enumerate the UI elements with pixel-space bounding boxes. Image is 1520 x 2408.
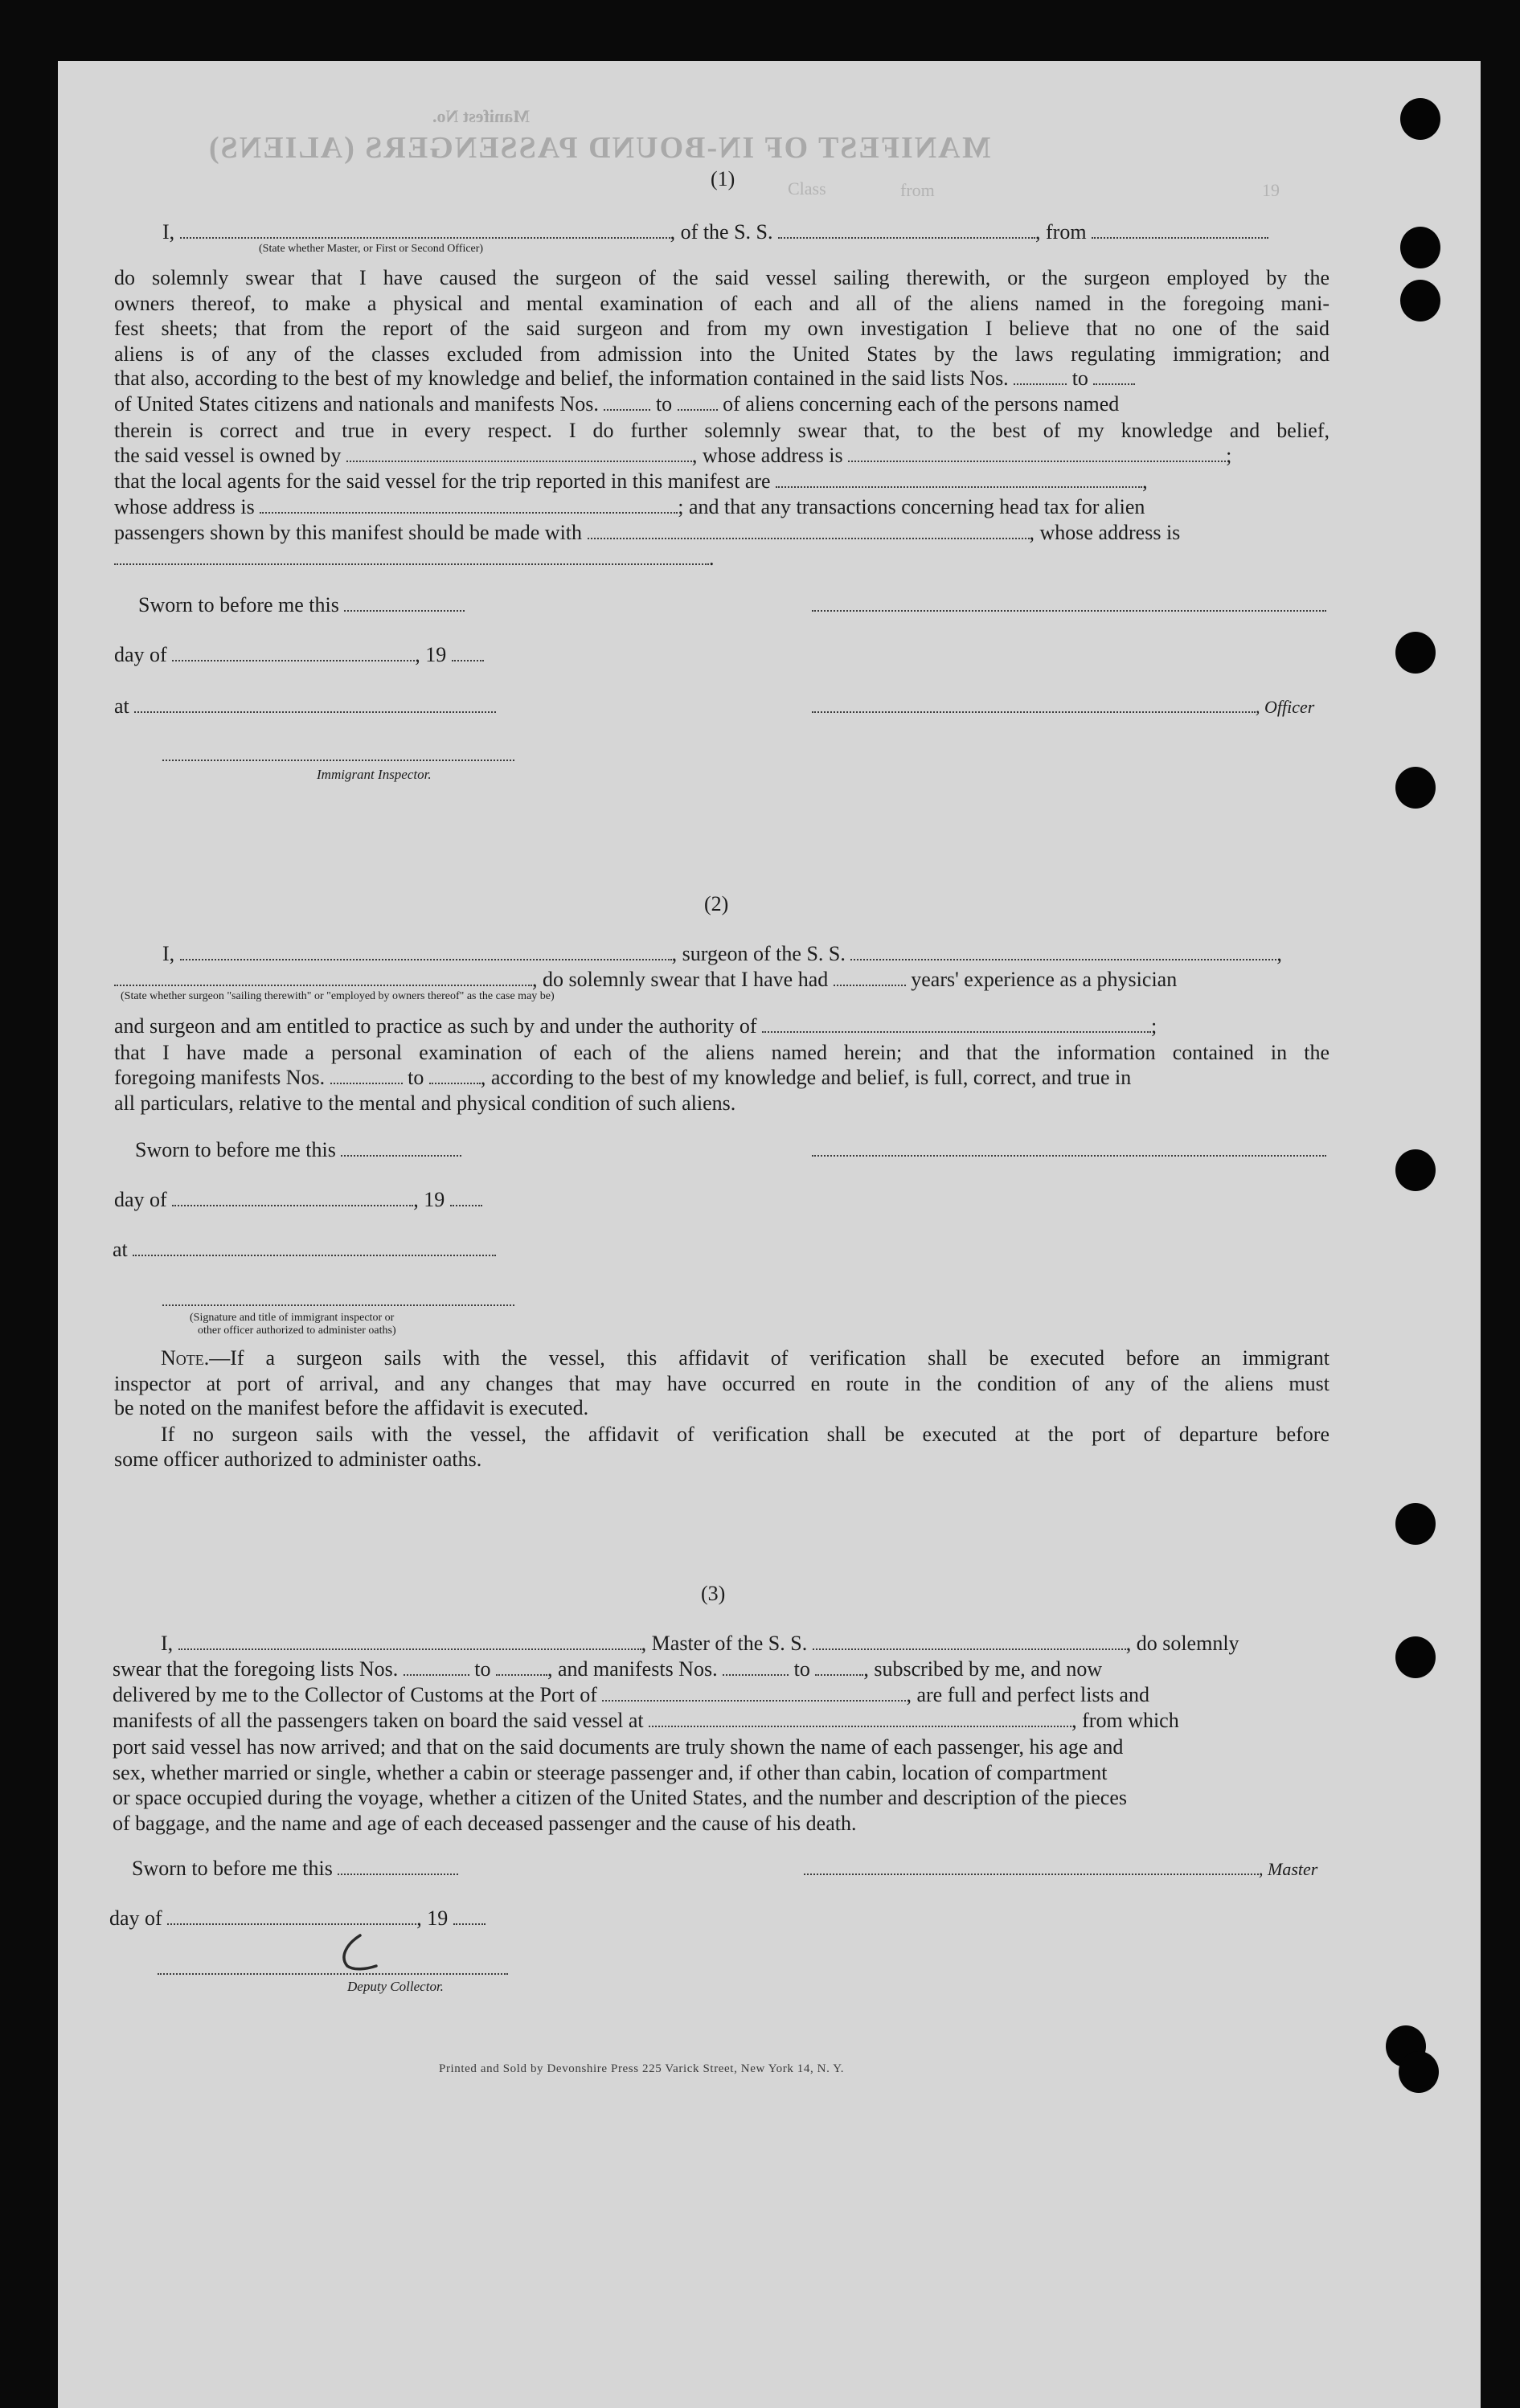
s1-day-line: [114, 643, 484, 667]
s2-year-field[interactable]: [450, 1189, 482, 1206]
s2-at-line: [113, 1238, 496, 1262]
s2-sworn-line: [135, 1138, 461, 1162]
end-dot: .: [709, 547, 715, 570]
foregoing-line: [114, 1066, 1131, 1090]
swear-text: swear that the foregoing lists Nos.: [113, 1657, 399, 1681]
citizens-from-field[interactable]: [604, 393, 650, 411]
citizens-text-2: of aliens concerning each of the persons named: [723, 392, 1120, 416]
s2-signature-line: [812, 1138, 1326, 1162]
punch-hole: [1399, 2051, 1439, 2093]
section1-para-line: do solemnly swear that I have caused the surgeon of the said vessel sailing therewith, or the surgeon employed by the: [114, 266, 1329, 289]
whose-line: [114, 495, 1145, 519]
owned-line: [114, 444, 1231, 468]
s1-year-field[interactable]: [452, 644, 484, 661]
s3-lists-to-field[interactable]: [496, 1658, 547, 1676]
agents-address-field[interactable]: [260, 496, 678, 514]
foregoing-to: to: [408, 1066, 424, 1089]
s3-solemnly: , do solemnly: [1125, 1632, 1239, 1655]
agents-line: [114, 469, 1148, 493]
particulars-text: all particulars, relative to the mental and physical condition of such aliens.: [114, 1091, 736, 1115]
s2-year-text: , 19: [413, 1188, 445, 1211]
section1-line1: [162, 220, 1268, 244]
delivered-line: [113, 1683, 1149, 1707]
citizens-to: to: [655, 392, 673, 416]
s1-at-field[interactable]: [134, 695, 496, 713]
s3-sworn-text: Sworn to before me this: [132, 1857, 333, 1880]
s3-master-signature-field[interactable]: [804, 1857, 1259, 1875]
citizens-to-field[interactable]: [678, 393, 718, 411]
s3-day-line: [109, 1906, 485, 1931]
s3-master-sig-line: [804, 1857, 1317, 1882]
passengers-text: passengers shown by this manifest should be made with: [114, 521, 583, 544]
port-of-arrival-field[interactable]: [602, 1684, 906, 1702]
section1-from: , from: [1035, 220, 1087, 244]
signature-note-2: other officer authorized to administer oaths): [198, 1325, 396, 1337]
punch-hole: [1395, 1149, 1436, 1191]
note-text-2: inspector at port of arrival, and any changes that may have occurred en route in the condition of any of the aliens must: [114, 1371, 1329, 1395]
section1-paragraph: [114, 265, 1329, 367]
swear-to-2: to: [793, 1657, 810, 1681]
s1-month-field[interactable]: [172, 644, 415, 661]
agents-comma: ,: [1142, 469, 1148, 493]
s1-signature-field[interactable]: [812, 594, 1326, 612]
foregoing-text-2: , according to the best of my knowledge and belief, is full, correct, and true in: [480, 1066, 1132, 1089]
owned-semicolon: ;: [1226, 444, 1232, 467]
from-port-field[interactable]: [1092, 221, 1268, 239]
ghost-from: from: [900, 180, 935, 200]
punch-hole: [1395, 1636, 1436, 1678]
agents-text: that the local agents for the said vessel for the trip reported in this manifest are: [114, 469, 771, 493]
surgeon-of-ss: , surgeon of the S. S.: [671, 942, 846, 965]
section1-para-line: aliens is of any of the classes excluded from admission into the United States by the laws regulating immigration; and: [114, 342, 1329, 366]
s3-day-text: day of: [109, 1906, 162, 1930]
printer-footer: Printed and Sold by Devonshire Press 225 Varick Street, New York 14, N. Y.: [439, 2062, 845, 2075]
headtax-address-field[interactable]: [114, 547, 709, 565]
citizens-text: of United States citizens and nationals and manifests Nos.: [114, 392, 599, 416]
s2-years-text: years' experience as a physician: [911, 968, 1178, 991]
s2-day-text: day of: [114, 1188, 167, 1211]
manifests-text-2: , from which: [1071, 1709, 1179, 1732]
owner-address-field[interactable]: [848, 444, 1226, 462]
section1-i: I,: [162, 220, 175, 244]
s1-signature-line: [812, 593, 1326, 617]
section2-i: I,: [162, 942, 175, 965]
punch-hole: [1400, 98, 1440, 140]
s3-year-field[interactable]: [453, 1907, 485, 1925]
section-2-heading: (2): [704, 892, 729, 915]
s2-signature-field[interactable]: [812, 1139, 1326, 1157]
port-of-departure-field[interactable]: [649, 1710, 1071, 1727]
s3-lists-from-field[interactable]: [404, 1658, 469, 1676]
years-experience-field[interactable]: [834, 969, 906, 986]
passengers-address-text: , whose address is: [1029, 521, 1181, 544]
end-line: [114, 547, 715, 571]
punch-hole: [1395, 632, 1436, 674]
note2-line-2: [114, 1448, 481, 1472]
s1-sworn-line: [138, 593, 465, 617]
s3-vessel-field[interactable]: [813, 1632, 1126, 1650]
whose-text: whose address is: [114, 495, 255, 518]
s2-at-text: at: [113, 1238, 128, 1261]
s2-vessel-field[interactable]: [850, 943, 1276, 960]
swear-subscribed: , subscribed by me, and now: [863, 1657, 1103, 1681]
s2-inspector-sig: [162, 1288, 514, 1312]
section1-para-line: fest sheets; that from the report of the said surgeon and from my own investigation I believe that no one of the said: [114, 317, 1329, 340]
note2-paragraph: [114, 1422, 1329, 1448]
manifests-text: manifests of all the passengers taken on board the said vessel at: [113, 1709, 644, 1732]
s1-officer-field[interactable]: [812, 695, 1256, 713]
section1-para-line: owners thereof, to make a physical and mental examination of each and all of the aliens named in the foregoing mani-: [114, 291, 1329, 315]
section1-of-ss: , of the S. S.: [670, 220, 773, 244]
section2-line2: [114, 968, 1177, 992]
surgeon-status-field[interactable]: [114, 969, 532, 986]
delivered-text: delivered by me to the Collector of Customs at the Port of: [113, 1683, 597, 1706]
s2-month-field[interactable]: [172, 1189, 413, 1206]
authority-text: and surgeon and am entitled to practice as such by and under the authority of: [114, 1014, 757, 1038]
s2-manifest-to-field[interactable]: [429, 1067, 481, 1084]
authority-field[interactable]: [762, 1015, 1151, 1033]
s1-at-line: [114, 694, 496, 719]
swear-manifests: , and manifests Nos.: [547, 1657, 718, 1681]
s3-master-name-field[interactable]: [178, 1632, 641, 1650]
s1-sworn-text: Sworn to before me this: [138, 593, 339, 616]
immigrant-inspector-label: Immigrant Inspector.: [317, 767, 432, 782]
officer-label: , Officer: [1256, 697, 1315, 717]
section3-para-line: sex, whether married or single, whether a cabin or steerage passenger and, if other than cabin, location of compartment: [113, 1760, 1108, 1784]
s1-day-text: day of: [114, 643, 167, 666]
s1-year-text: , 19: [415, 643, 447, 666]
surgeon-note: (State whether surgeon "sailing therewith" or "employed by owners thereof" as the case may be): [121, 990, 555, 1002]
s1-at-text: at: [114, 694, 129, 718]
s2-manifest-from-field[interactable]: [330, 1067, 403, 1084]
inspector-signature-field[interactable]: [162, 743, 514, 761]
section3-paragraph: [113, 1734, 1329, 1836]
s2-at-field[interactable]: [133, 1239, 496, 1256]
ghost-title: MANIFEST OF IN-BOUND PASSENGERS (ALIENS): [207, 131, 991, 165]
note-text: —If a surgeon sails with the vessel, this affidavit of verification shall be executed before an immigrant: [209, 1346, 1329, 1370]
ghost-year: 19: [1262, 180, 1280, 200]
punch-hole: [1395, 1503, 1436, 1545]
master-of-ss: , Master of the S. S.: [641, 1632, 808, 1655]
s2-sworn-date-field[interactable]: [341, 1139, 461, 1157]
master-name-field[interactable]: [180, 221, 670, 239]
surgeon-name-field[interactable]: [180, 943, 672, 960]
examination-line: [114, 1040, 1329, 1066]
punch-hole: [1395, 767, 1436, 809]
lists-from-field[interactable]: [1014, 367, 1067, 385]
s3-month-field[interactable]: [167, 1907, 416, 1925]
ghost-class: Class: [788, 178, 826, 199]
master-note: (State whether Master, or First or Second Officer): [259, 243, 484, 255]
therein-line: [114, 418, 1329, 444]
s3-year-text: , 19: [416, 1906, 449, 1930]
handwritten-mark: [330, 1929, 386, 1977]
s2-swear-text: , do solemnly swear that I have had: [532, 968, 829, 991]
lists-line: [114, 367, 1135, 391]
note-text-3: be noted on the manifest before the affidavit is executed.: [114, 1396, 589, 1419]
section-1-heading: (1): [711, 167, 735, 190]
headtax-party-field[interactable]: [588, 522, 1030, 539]
s3-sworn-line: [132, 1857, 458, 1881]
owned-address-text: , whose address is: [691, 444, 843, 467]
s2-day-line: [114, 1188, 482, 1212]
owned-text: the said vessel is owned by: [114, 444, 342, 467]
s1-inspector-sig: [162, 743, 514, 767]
note2-text: If no surgeon sails with the vessel, the affidavit of verification shall be executed at the port of departure before: [161, 1423, 1329, 1446]
note-label: Note.: [161, 1346, 210, 1370]
section3-para-line: of baggage, and the name and age of each deceased passenger and the cause of his death.: [113, 1811, 857, 1835]
s3-sworn-date-field[interactable]: [338, 1857, 458, 1875]
lists-to: to: [1071, 367, 1088, 390]
examination-text: that I have made a personal examination of each of the aliens named herein; and that the information contained in the: [114, 1041, 1329, 1064]
headtax-text: ; and that any transactions concerning head tax for alien: [678, 495, 1145, 518]
swear-line: [113, 1657, 1102, 1681]
s3-manifests-to-field[interactable]: [815, 1658, 863, 1676]
delivered-text-2: , are full and perfect lists and: [906, 1683, 1149, 1706]
note2-text-2: some officer authorized to administer oaths.: [114, 1448, 482, 1471]
vessel-name-field[interactable]: [778, 221, 1035, 239]
s1-sworn-date-field[interactable]: [344, 594, 465, 612]
particulars-line: [114, 1091, 735, 1116]
citizens-line: [114, 392, 1119, 416]
note-line-3: [114, 1396, 588, 1420]
section-3-heading: (3): [701, 1582, 726, 1605]
s2-sworn-text: Sworn to before me this: [135, 1138, 336, 1161]
ghost-manifest-no: Manifest No.: [432, 106, 530, 126]
note-paragraph: [114, 1345, 1329, 1396]
s3-manifests-from-field[interactable]: [723, 1658, 789, 1676]
deputy-collector-label: Deputy Collector.: [347, 1979, 444, 1994]
punch-hole: [1400, 280, 1440, 321]
section3-i: I,: [161, 1632, 174, 1655]
s2-comma: ,: [1276, 942, 1282, 965]
agents-field[interactable]: [776, 470, 1142, 488]
therein-text: therein is correct and true in every respect. I do further solemnly swear that, to the best of my knowledge and belief,: [114, 419, 1329, 442]
authority-semicolon: ;: [1151, 1014, 1157, 1038]
s1-officer-line: [812, 694, 1314, 719]
section2-line1: [162, 942, 1282, 966]
foregoing-text: foregoing manifests Nos.: [114, 1066, 326, 1089]
manifests-line: [113, 1709, 1179, 1733]
master-label: , Master: [1259, 1859, 1318, 1879]
owner-field[interactable]: [346, 444, 692, 462]
section3-para-line: or space occupied during the voyage, whether a citizen of the United States, and the number and description of the pieces: [113, 1786, 1128, 1809]
passengers-line: [114, 521, 1180, 545]
swear-to: to: [474, 1657, 491, 1681]
section3-line1: [161, 1632, 1239, 1656]
section3-para-line: port said vessel has now arrived; and that on the said documents are truly shown the name of each passenger, his age and: [113, 1735, 1124, 1759]
s2-inspector-signature-field[interactable]: [162, 1288, 514, 1306]
lists-to-field[interactable]: [1093, 367, 1135, 385]
punch-hole: [1400, 227, 1440, 268]
lists-text: that also, according to the best of my knowledge and belief, the information contained in the said lists Nos.: [114, 367, 1009, 390]
signature-note-1: (Signature and title of immigrant inspector or: [190, 1312, 395, 1324]
authority-line: [114, 1014, 1157, 1038]
